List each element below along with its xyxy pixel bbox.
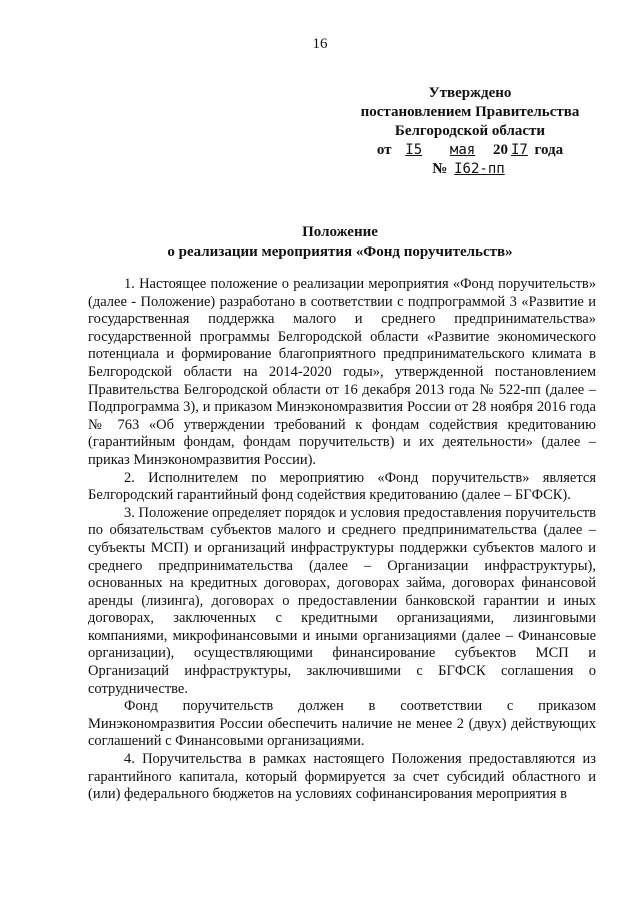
approval-date-month: мая xyxy=(449,142,476,158)
paragraph-4: Фонд поручительств должен в соответствии с приказом Минэкономразвития России обеспечить наличие не менее 2 (двух) действующих соглашений с Финансовыми организациями. xyxy=(88,698,596,750)
approval-line-region: Белгородской области xyxy=(394,123,546,139)
approval-line-approved: Утверждено xyxy=(428,85,512,101)
document-body xyxy=(88,276,596,804)
approval-number-line xyxy=(320,160,620,179)
approval-line-resolution: постановлением Правительства xyxy=(360,104,580,120)
approval-date-day: I5 xyxy=(405,142,423,158)
document-title-line-1: Положение xyxy=(302,224,378,240)
approval-number-prefix: № xyxy=(432,161,448,177)
paragraph-3: 3. Положение определяет порядок и условия предоставления поручительств по обязательствам субъектов малого и среднего предпринимательства (далее – субъекты МСП) и организаций инфраструктуры поддержки субъектов малого и среднего предпринимательства (далее – Организации инфраструктуры), основанных на кредитных договорах, договорах займа, договорах финансовой аренды (лизинга), договорах о предоставлении банковской гарантии и иных договорах, заключенных с кредитными организациями, лизинговыми компаниями, микрофинансовыми и иными организациями (далее – Финансовые организации), осуществляющими финансирование субъектов МСП и Организаций инфраструктуры, заключившими с БГФСК соглашения о сотрудничестве. xyxy=(88,504,596,697)
approval-stamp xyxy=(320,84,620,179)
approval-number-value: I62-пп xyxy=(454,161,505,177)
approval-date-year-prefix: 20 xyxy=(492,142,508,158)
document-title-line-2: о реализации мероприятия «Фонд поручительств» xyxy=(167,244,513,260)
approval-date-year-suffix: I7 xyxy=(510,142,528,158)
paragraph-1: 1. Настоящее положение о реализации мероприятия «Фонд поручительств» (далее - Положение) разработано в соответствии с подпрограммой 3 «Развитие и государственная поддержка малого и среднего предпринимательства» государственной программы Белгородской области «Развитие экономического потенциала и формирование благоприятного предпринимательского климата в Белгородской области на 2014-2020 годы», утвержденной постановлением Правительства Белгородской области от 16 декабря 2013 года № 522-пп (далее – Подпрограмма 3), и приказом Минэкономразвития России от 28 ноября 2016 года № 763 «Об утверждении требований к фондам содействия кредитованию (гарантийным фондам, фондам поручительств) и их деятельности» (далее – приказ Минэкономразвития России). xyxy=(88,276,596,468)
page-number: 16 xyxy=(312,36,328,52)
paragraph-5: 4. Поручительства в рамках настоящего Положения предоставляются из гарантийного капитала, который формируется за счет субсидий областного и (или) федерального бюджетов на условиях софинансирования мероприятия в xyxy=(88,751,596,803)
approval-date-suffix: года xyxy=(534,142,564,158)
approval-date-prefix: от xyxy=(376,142,392,158)
approval-date-line xyxy=(320,141,620,160)
paragraph-2: 2. Исполнителем по мероприятию «Фонд поручительств» является Белгородский гарантийный фонд содействия кредитованию (далее – БГФСК). xyxy=(88,469,596,504)
document-title xyxy=(80,222,600,262)
